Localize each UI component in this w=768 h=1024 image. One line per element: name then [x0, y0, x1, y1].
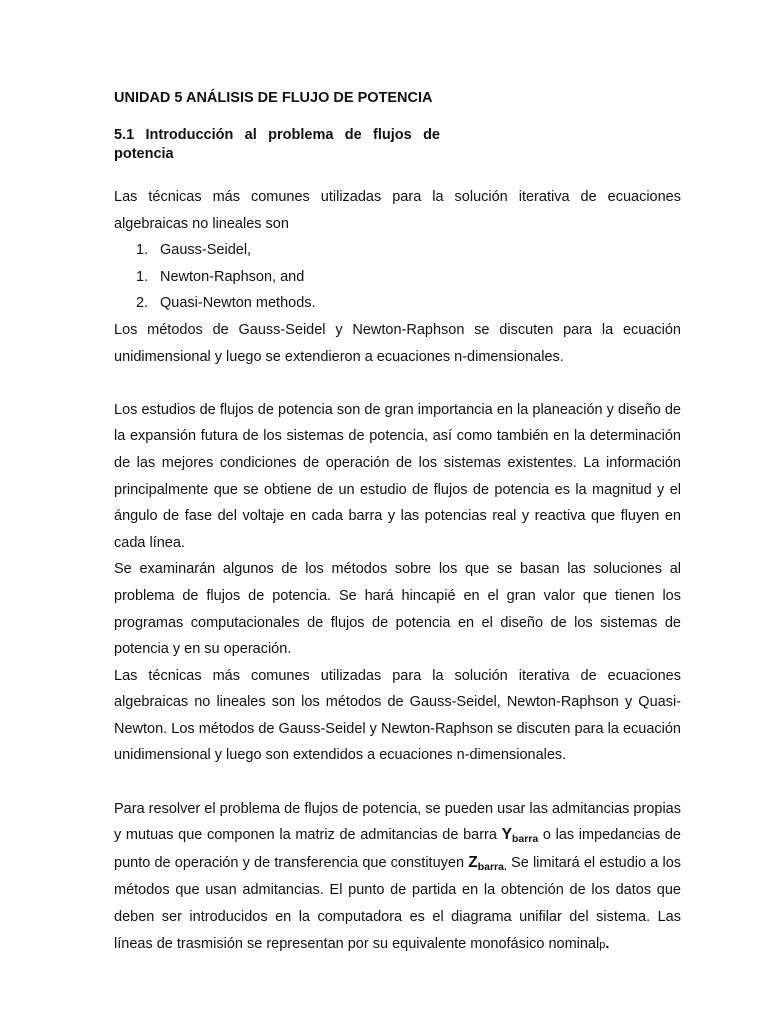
list-item [114, 264, 681, 291]
admittance-paragraph [114, 796, 681, 959]
closing-period: . [605, 935, 610, 952]
y-bus-subscript: barra [511, 833, 539, 846]
paragraph-spacer [114, 370, 681, 397]
paragraph-spacer [114, 769, 681, 796]
list-item [114, 237, 681, 264]
pi-model-letter: p [599, 938, 606, 951]
list-item-number: 1. [136, 242, 149, 259]
list-item-label: Quasi-Newton methods. [160, 295, 316, 312]
admittance-text-a: Para resolver el problema de flujos de potencia, se pueden usar las admitancias propias y mutuas que componen la matriz de admitancias de barra [114, 800, 681, 844]
methods-list [114, 237, 681, 317]
list-item [114, 290, 681, 317]
list-item-number: 2. [136, 295, 149, 312]
intro-paragraph: Las técnicas más comunes utilizadas para la solución iterativa de ecuaciones algebraicas no lineales son [114, 189, 681, 232]
z-bus-subscript: barra. [477, 860, 507, 873]
z-bus-symbol: Z [468, 853, 478, 871]
iterative-techniques-paragraph: Las técnicas más comunes utilizadas para la solución iterativa de ecuaciones algebraicas no lineales son los métodos de Gauss-Seidel, Newton-Raphson y Quasi-Newton. Los métodos de Gauss-Seidel y Newton-Raphson se discuten para la ecuación unidimensional y luego son extendidos a ecuaciones n-dimensionales. [114, 667, 681, 764]
admittance-text-c: Se limitará el estudio a los métodos que usan admitancias. El punto de partida en la obtención de los datos que deben ser introducidos en la computadora es el diagrama unifilar del sistema. Las líneas de trasmisión se representan por su equivalente monofásico nominal [114, 854, 682, 952]
section-heading-line1: 5.1 Introducción al problema de flujos de [114, 127, 440, 143]
list-item-label: Newton-Raphson, and [160, 268, 305, 285]
power-flow-importance-paragraph: Los estudios de flujos de potencia son de gran importancia en la planeación y diseño de la expansión futura de los sistemas de potencia, así como también en la determinación de las mejores condiciones de operación de los sistemas existentes. La información principalmente que se obtiene de un estudio de flujos de potencia es la magnitud y el ángulo de fase del voltaje en cada barra y las potencias real y reactiva que fluyen en cada línea. [114, 401, 681, 551]
y-bus-symbol: Y [501, 826, 512, 844]
list-item-label: Gauss-Seidel, [160, 242, 252, 259]
list-item-number: 1. [136, 268, 149, 285]
section-heading [114, 126, 440, 164]
document-body [114, 88, 681, 958]
admittance-text-b: o las impedancias de punto de operación y de transferencia que constituyen [114, 827, 681, 871]
methods-summary-paragraph: Los métodos de Gauss-Seidel y Newton-Raphson se discuten para la ecuación unidimensional y luego se extendieron a ecuaciones n-dimensionales. [114, 321, 681, 365]
methods-examination-paragraph: Se examinarán algunos de los métodos sobre los que se basan las soluciones al problema de flujos de potencia. Se hará hincapié en el gran valor que tienen los programas computacionales de flujos de potencia en el diseño de los sistemas de potencia y en su operación. [114, 561, 681, 658]
unit-title: UNIDAD 5 ANÁLISIS DE FLUJO DE POTENCIA [114, 90, 433, 106]
section-heading-line2: potencia [114, 146, 174, 162]
